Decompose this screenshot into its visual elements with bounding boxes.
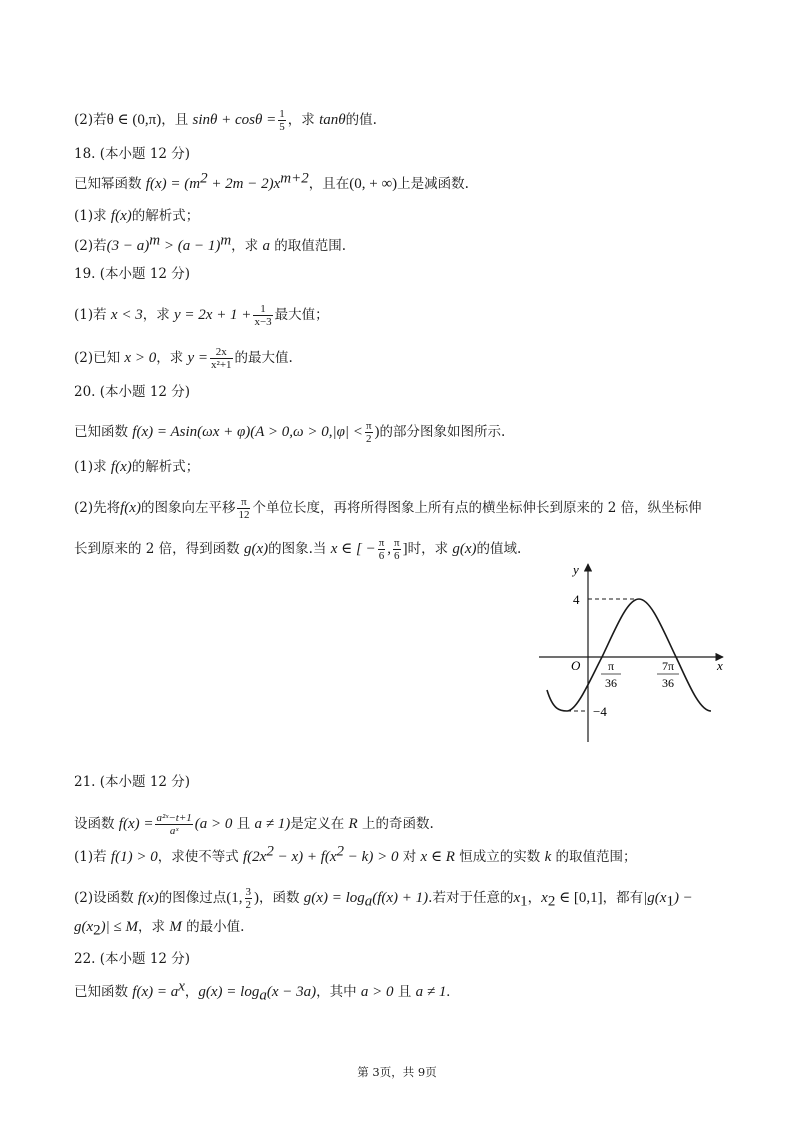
q18-part2 [74,232,347,254]
text: 已知幂函数 [74,176,146,192]
superscript: m [220,232,232,249]
math: M [169,919,182,935]
math: − x) + f(x [273,849,337,865]
math: a ≠ 1) [254,816,291,832]
math: (f(x) + 1) [372,890,429,906]
q19-header: 19. (本小题 12 分) [74,266,191,282]
math: x [541,890,548,906]
text: 且 [393,984,416,1000]
text: (1)若 [74,849,111,865]
q18-stem [74,170,469,192]
text: 上的奇函数. [357,816,434,832]
math: ) − [673,890,693,906]
denominator: 5 [279,121,285,133]
text: ，函数 [259,890,304,906]
text: 最大值； [274,307,329,323]
text: 的解析式； [131,459,200,475]
denominator: x²+1 [211,359,232,371]
text: (2)若 [74,238,107,254]
text: ，求 [142,307,174,323]
text: ，求使不等式 [157,849,243,865]
superscript: m [149,232,161,249]
text: 设函数 [74,816,119,832]
x-tick1-den: 36 [605,676,617,690]
y-max-label: 4 [573,592,580,607]
text: 的部分图象如图所示. [379,424,506,440]
q22-header: 22. (本小题 12 分) [74,951,191,967]
text: 的值. [345,112,377,128]
math: y = 2x + 1 + [174,307,252,323]
q17-part2 [74,108,377,133]
math: g(x [74,919,94,935]
math: x < 3 [110,307,143,323]
math: + 2m − 2)x [207,176,281,192]
math: y = [187,350,209,366]
text: 的取值范围. [269,238,347,254]
math: x > 0 [124,350,157,366]
text: ，都有 [602,890,644,906]
math: (x − 3a) [266,984,317,1000]
text: ，求 [231,238,263,254]
fraction [237,496,250,521]
math: g(x) [452,541,477,557]
text: 且 [232,816,255,832]
text: (2)若 [74,112,107,128]
text: .若对于任意的 [428,890,514,906]
math: > (a − 1) [160,238,221,254]
math: ) [374,424,380,440]
page-footer: 第 3页，共 9页 [357,1065,437,1079]
math: tanθ [319,112,346,128]
math: f(x) [110,459,132,475]
math: (3 − a) [106,238,150,254]
math: a [262,238,270,254]
text: 的解析式； [131,208,200,224]
fraction [253,303,272,328]
y-axis-label: y [573,562,579,577]
subscript: 2 [547,893,556,910]
q22-stem [74,978,451,1004]
math: x ∈ [ − [330,541,376,557]
math: ∈ [0,1] [555,890,603,906]
text: ， [527,890,542,906]
text: 的图象.当 [268,541,331,557]
subscript: 1 [666,893,674,910]
subscript: a [364,893,373,910]
math: f(x) [120,500,141,516]
text: (1)求 [74,459,111,475]
fraction [393,537,401,562]
denominator: 2 [365,433,372,445]
q19-part1 [74,303,329,328]
math: k [544,849,552,865]
math: sinθ + cosθ = [192,112,277,128]
numerator: a²ˣ−t+1 [156,812,192,824]
text: 已知函数 [74,984,133,1000]
text: 上是减函数. [397,176,469,192]
subscript: a [259,987,267,1004]
math: )| ≤ M [100,919,139,935]
superscript: 2 [200,170,208,187]
text: 对 [398,849,421,865]
q20-part1 [74,460,199,475]
math: f(x) = (m [145,176,201,192]
math: |g(x [643,890,667,906]
math: f(x) = Asin(ωx + φ)(A > 0,ω > 0,|φ| < [132,424,363,440]
math: f(2x [243,849,267,865]
q20-part2 [74,496,702,521]
text: ，且在 [308,176,350,192]
text: 的最小值. [181,919,245,935]
text: 的图象向左平移 [140,500,236,516]
q20-header: 20. (本小题 12 分) [74,384,191,400]
q21-stem [74,812,434,837]
text: (1)求 [74,208,111,224]
subscript: 2 [93,922,101,939]
x-tick1-num: π [607,659,615,673]
numerator: π [365,420,372,432]
text: ，且 [161,112,193,128]
text: 是定义在 [290,816,349,832]
fraction [378,537,386,562]
math: a ≠ 1 [415,984,447,1000]
superscript: 2 [336,843,345,860]
text: ，求 [156,350,188,366]
text: (1)若 [74,307,111,323]
superscript: m+2 [280,170,309,187]
math: f(x) = a [132,984,179,1000]
numerator: π [394,537,400,549]
text: ， [184,984,199,1000]
superscript: 2 [266,843,274,860]
numerator: π [237,496,250,509]
denominator: x−3 [254,316,272,328]
fraction [278,108,286,133]
origin-label: O [571,658,581,673]
q21-part2 [74,886,693,911]
text: 已知函数 [74,424,133,440]
numerator: 1 [279,108,285,120]
math: f(x) = [118,816,154,832]
math: (1, [226,890,243,906]
q18-part1 [74,209,199,224]
text: 的取值范围； [551,849,637,865]
math: θ ∈ (0,π) [106,112,162,128]
text: ，求 [138,919,170,935]
denominator: 12 [238,509,250,521]
q21-part1 [74,843,637,865]
text: ，求 [287,112,320,128]
math: − k) > 0 [344,849,399,865]
math: (0, + ∞) [349,176,398,192]
text: 的最大值. [234,350,293,366]
x-tick2-num: 7π [661,659,675,673]
q21-header: 21. (本小题 12 分) [74,774,191,790]
math: ) [254,890,259,906]
math: , [387,541,392,557]
math: f(x) [110,208,132,224]
sine-graph-figure [535,560,735,750]
text: 的图像过点 [158,890,227,906]
math: R [348,816,358,832]
math: f(1) > 0 [110,849,158,865]
math: ] [402,541,408,557]
fraction [365,420,373,445]
numerator: 1 [253,303,272,316]
text: ，其中 [316,984,361,1000]
math: g(x) = log [198,984,260,1000]
denominator: aˣ [169,825,179,837]
numerator: π [378,537,385,549]
math: (a > 0 [194,816,233,832]
q21-part2-cont [74,919,245,939]
fraction [210,346,233,371]
q20-stem [74,420,505,445]
sine-curve [547,599,711,711]
math: x ∈ R [420,849,455,865]
math: g(x) [243,541,269,557]
text: 时，求 [407,541,453,557]
x-tick2-den: 36 [662,676,674,690]
text: 个单位长度，再将所得图象上所有点的横坐标伸长到原来的 2 倍，纵坐标伸 [252,500,702,516]
y-min-label: −4 [593,704,607,719]
subscript: 1 [520,893,528,910]
q19-part2 [74,346,293,371]
q18-header: 18. (本小题 12 分) [74,146,191,162]
math: g(x) = log [303,890,365,906]
math: . [446,984,451,1000]
q20-part2-cont [74,537,521,562]
denominator: 6 [378,550,385,562]
text: 的值域. [476,541,522,557]
text: 恒成立的实数 [454,849,545,865]
x-axis-label: x [717,658,723,673]
denominator: 2 [245,899,251,911]
math: f(x) [137,890,159,906]
numerator: 3 [245,886,251,898]
math: a > 0 [360,984,394,1000]
superscript: x [178,978,185,995]
text: (2)已知 [74,350,125,366]
text: (2)先将 [74,500,121,516]
text: 长到原来的 2 倍，得到函数 [74,541,244,557]
math: x [513,890,521,906]
text: (2)设函数 [74,890,138,906]
fraction [245,886,253,911]
fraction [155,812,192,837]
numerator: 2x [210,346,233,359]
denominator: 6 [394,550,400,562]
